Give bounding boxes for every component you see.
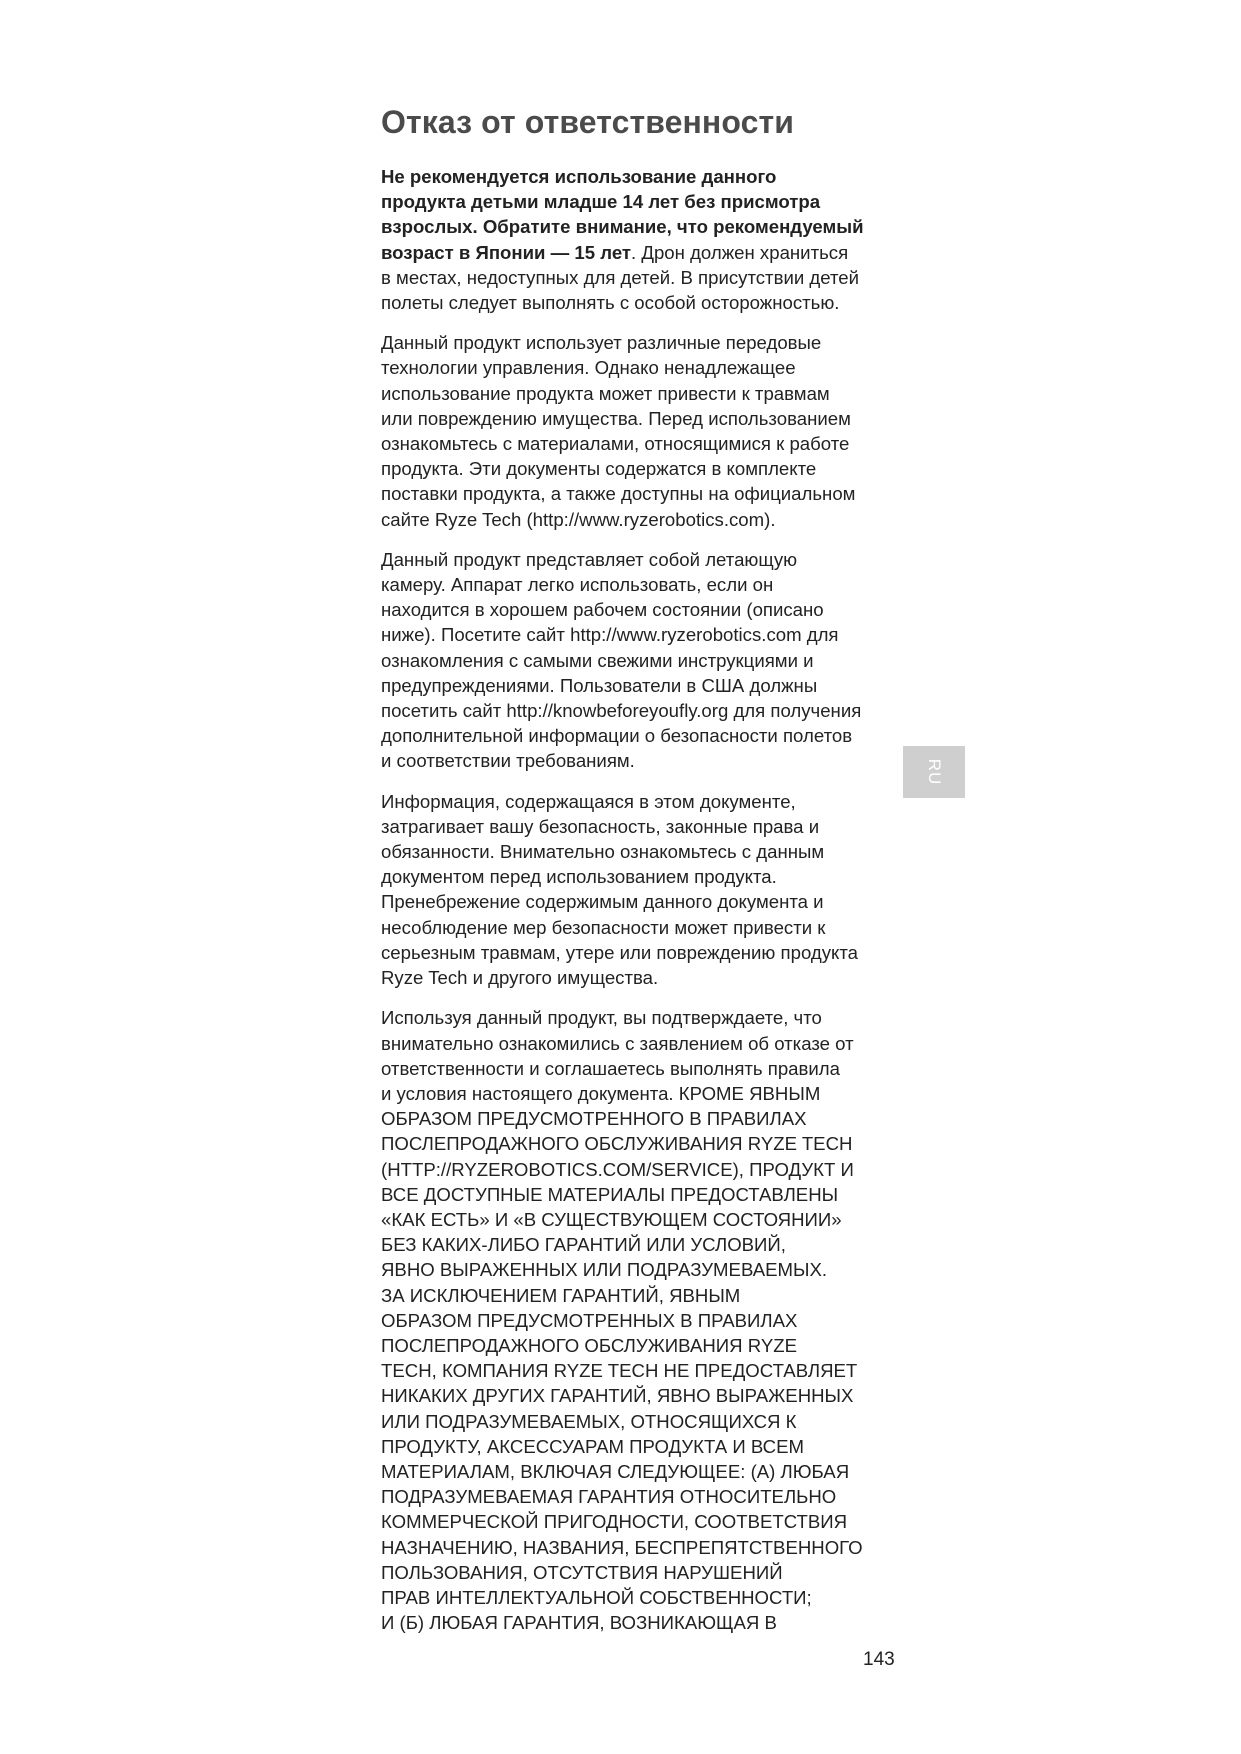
text-line: ПРАВ ИНТЕЛЛЕКТУАЛЬНОЙ СОБСТВЕННОСТИ; <box>381 1586 812 1608</box>
text-line: Ryze Tech и другого имущества. <box>381 967 659 989</box>
language-tab-label: RU <box>925 758 944 786</box>
text-line: БЕЗ КАКИХ-ЛИБО ГАРАНТИЙ ИЛИ УСЛОВИЙ, <box>381 1234 786 1256</box>
paragraph-age-warning <box>381 164 901 315</box>
text-line: TECH, КОМПАНИЯ RYZE TECH НЕ ПРЕДОСТАВЛЯЕТ <box>381 1360 858 1382</box>
text-line-mixed <box>381 240 901 265</box>
text-line: продукта. Эти документы содержатся в комплекте <box>381 458 817 480</box>
text-line: внимательно ознакомились с заявлением об отказе от <box>381 1032 854 1054</box>
paragraph-flying-camera <box>381 547 901 774</box>
text-line: дополнительной информации о безопасности полетов <box>381 725 853 747</box>
text-line: ЗА ИСКЛЮЧЕНИЕМ ГАРАНТИЙ, ЯВНЫМ <box>381 1284 741 1306</box>
text-line: ОБРАЗОМ ПРЕДУСМОТРЕННЫХ В ПРАВИЛАХ <box>381 1309 798 1331</box>
text-line: посетить сайт http://knowbeforeyoufly.org для получения <box>381 700 862 722</box>
text-line: и условия настоящего документа. КРОМЕ ЯВНЫМ <box>381 1082 821 1104</box>
text-line: НАЗНАЧЕНИЮ, НАЗВАНИЯ, БЕСПРЕПЯТСТВЕННОГО <box>381 1536 863 1558</box>
text-line: поставки продукта, а также доступны на официальном <box>381 483 856 505</box>
text-line: документом перед использованием продукта. <box>381 866 777 888</box>
bold-age-phrase: возраст в Японии — 15 лет <box>381 241 632 263</box>
text-line: ниже). Посетите сайт http://www.ryzerobotics.com для <box>381 624 839 646</box>
text-line: КОММЕРЧЕСКОЙ ПРИГОДНОСТИ, СООТВЕТСТВИЯ <box>381 1511 848 1533</box>
text-line: ПОСЛЕПРОДАЖНОГО ОБСЛУЖИВАНИЯ RYZE <box>381 1334 797 1356</box>
text-line: полеты следует выполнять с особой осторожностью. <box>381 292 840 314</box>
text-line: Информация, содержащаяся в этом документе, <box>381 790 796 812</box>
document-body <box>381 100 901 1650</box>
text-line: камеру. Аппарат легко использовать, если он <box>381 574 774 596</box>
text-line: ПОЛЬЗОВАНИЯ, ОТСУТСТВИЯ НАРУШЕНИЙ <box>381 1561 783 1583</box>
text-line: предупреждениями. Пользователи в США должны <box>381 674 818 696</box>
paragraph-technology <box>381 330 901 532</box>
text-line: И (Б) ЛЮБАЯ ГАРАНТИЯ, ВОЗНИКАЮЩАЯ В <box>381 1612 777 1634</box>
text-line: Не рекомендуется использование данного <box>381 166 777 187</box>
text-line: ознакомьтесь с материалами, относящимися к работе <box>381 433 850 455</box>
page-title: Отказ от ответственности <box>381 104 795 140</box>
text-line: технологии управления. Однако ненадлежащее <box>381 357 796 379</box>
regular-phrase: . Дрон должен храниться <box>631 241 849 263</box>
text-line: ответственности и соглашаетесь выполнять правила <box>381 1057 840 1079</box>
text-line: несоблюдение мер безопасности может привести к <box>381 916 826 938</box>
text-line: находится в хорошем рабочем состоянии (описано <box>381 599 824 621</box>
text-line: серьезным травмам, утере или повреждению продукта <box>381 941 859 963</box>
text-line: НИКАКИХ ДРУГИХ ГАРАНТИЙ, ЯВНО ВЫРАЖЕННЫХ <box>381 1385 854 1407</box>
text-line: и соответствии требованиям. <box>381 750 635 772</box>
text-line: ознакомления с самыми свежими инструкциями и <box>381 649 814 671</box>
text-line: ОБРАЗОМ ПРЕДУСМОТРЕННОГО В ПРАВИЛАХ <box>381 1108 807 1130</box>
text-line: сайте Ryze Tech (http://www.ryzerobotics.com). <box>381 508 776 530</box>
text-line: ВСЕ ДОСТУПНЫЕ МАТЕРИАЛЫ ПРЕДОСТАВЛЕНЫ <box>381 1183 839 1205</box>
paragraph-warranty <box>381 1005 901 1635</box>
page-number: 143 <box>863 1649 895 1670</box>
text-line: Пренебрежение содержимым данного документа и <box>381 891 824 913</box>
text-line: обязанности. Внимательно ознакомьтесь с данным <box>381 841 825 863</box>
paragraph-safety-info <box>381 789 901 991</box>
text-line: Используя данный продукт, вы подтверждаете, что <box>381 1007 822 1029</box>
text-line: использование продукта может привести к травмам <box>381 382 830 404</box>
text-line: ПОСЛЕПРОДАЖНОГО ОБСЛУЖИВАНИЯ RYZE TECH <box>381 1133 853 1155</box>
text-line: Данный продукт представляет собой летающую <box>381 548 798 570</box>
language-tab <box>903 746 965 798</box>
text-line: «КАК ЕСТЬ» И «В СУЩЕСТВУЮЩЕМ СОСТОЯНИИ» <box>381 1208 842 1230</box>
text-line: Данный продукт использует различные передовые <box>381 332 822 354</box>
text-line: (HTTP://RYZEROBOTICS.COM/SERVICE), ПРОДУКТ И <box>381 1158 854 1180</box>
text-line: в местах, недоступных для детей. В присутствии детей <box>381 266 859 288</box>
text-line: продукта детьми младше 14 лет без присмотра <box>381 191 821 213</box>
text-line: взрослых. Обратите внимание, что рекомендуемый <box>381 216 864 238</box>
text-line: ИЛИ ПОДРАЗУМЕВАЕМЫХ, ОТНОСЯЩИХСЯ К <box>381 1410 797 1432</box>
text-line: ЯВНО ВЫРАЖЕННЫХ ИЛИ ПОДРАЗУМЕВАЕМЫХ. <box>381 1259 828 1281</box>
text-line: ПРОДУКТУ, АКСЕССУАРАМ ПРОДУКТА И ВСЕМ <box>381 1435 804 1457</box>
text-line: затрагивает вашу безопасность, законные права и <box>381 815 820 837</box>
text-line: или повреждению имущества. Перед использованием <box>381 407 851 429</box>
text-line: ПОДРАЗУМЕВАЕМАЯ ГАРАНТИЯ ОТНОСИТЕЛЬНО <box>381 1486 837 1508</box>
text-line: МАТЕРИАЛАМ, ВКЛЮЧАЯ СЛЕДУЮЩЕЕ: (А) ЛЮБАЯ <box>381 1460 850 1482</box>
